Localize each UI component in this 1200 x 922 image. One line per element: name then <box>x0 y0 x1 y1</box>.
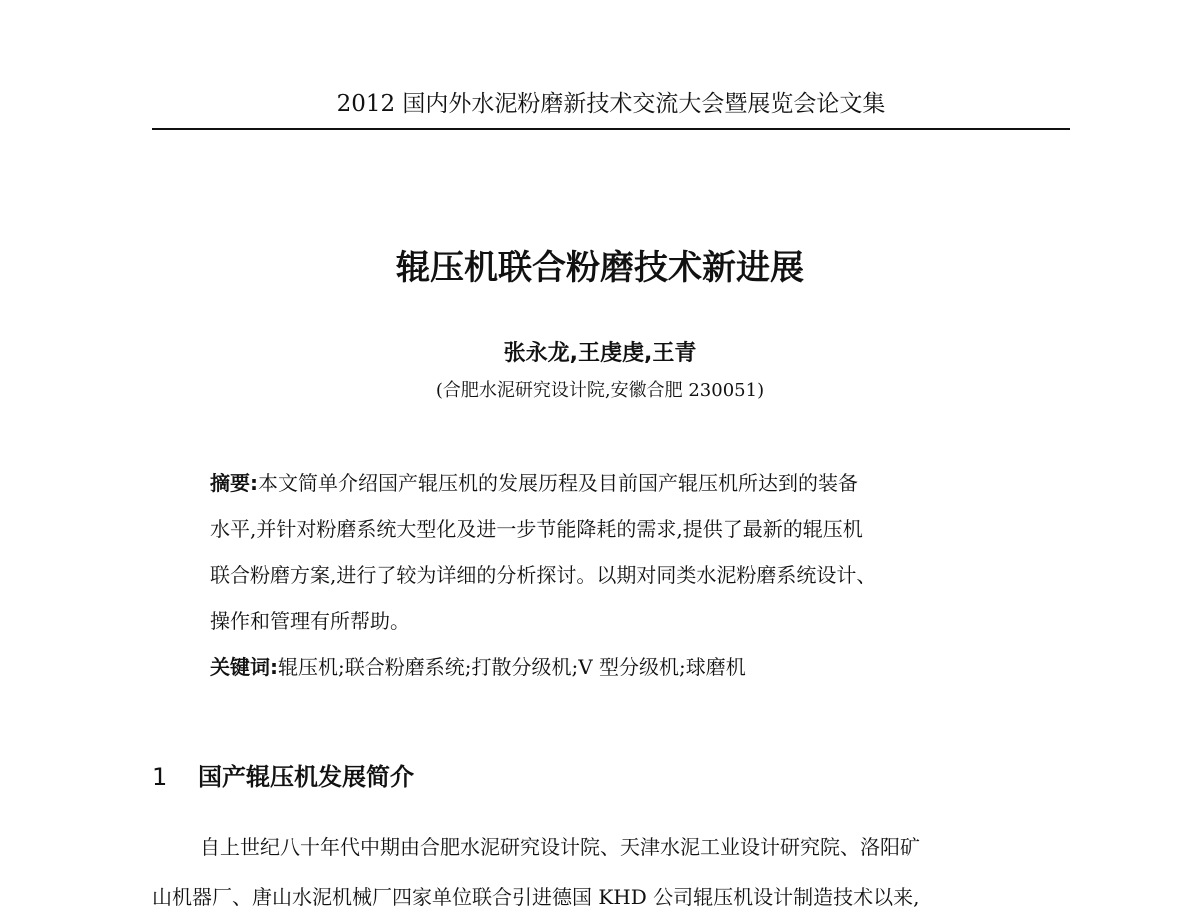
abstract-line: 联合粉磨方案,进行了较为详细的分析探讨。以期对同类水泥粉磨系统设计、 <box>210 563 877 587</box>
keywords-label: 关键词: <box>210 655 278 679</box>
authors: 张永龙,王虔虔,王青 <box>503 341 697 366</box>
body-text <box>152 822 1072 922</box>
running-header: 2012 国内外水泥粉磨新技术交流大会暨展览会论文集 <box>336 91 886 117</box>
section-heading <box>152 755 1052 799</box>
section-number: 1 <box>152 763 168 791</box>
keywords-text: 辊压机;联合粉磨系统;打散分级机;V 型分级机;球磨机 <box>278 655 746 679</box>
body-line: 山机器厂、唐山水泥机械厂四家单位联合引进德国 KHD 公司辊压机设计制造技术以来, <box>152 885 920 909</box>
abstract-text: 本文简单介绍国产辊压机的发展历程及目前国产辊压机所达到的装备 <box>258 471 858 495</box>
abstract-line: 操作和管理有所帮助。 <box>210 609 410 633</box>
header-rule <box>152 128 1070 130</box>
paper-title: 辊压机联合粉磨技术新进展 <box>396 248 804 288</box>
abstract-line <box>210 460 1020 506</box>
section-title: 国产辊压机发展简介 <box>198 763 414 791</box>
affiliation: (合肥水泥研究设计院,安徽合肥 230051) <box>435 380 765 401</box>
abstract-line: 水平,并针对粉磨系统大型化及进一步节能降耗的需求,提供了最新的辊压机 <box>210 517 863 541</box>
keywords-line <box>210 644 1020 690</box>
body-line: 自上世纪八十年代中期由合肥水泥研究设计院、天津水泥工业设计研究院、洛阳矿 <box>200 835 920 859</box>
abstract <box>210 460 1020 690</box>
abstract-label: 摘要: <box>210 471 258 495</box>
